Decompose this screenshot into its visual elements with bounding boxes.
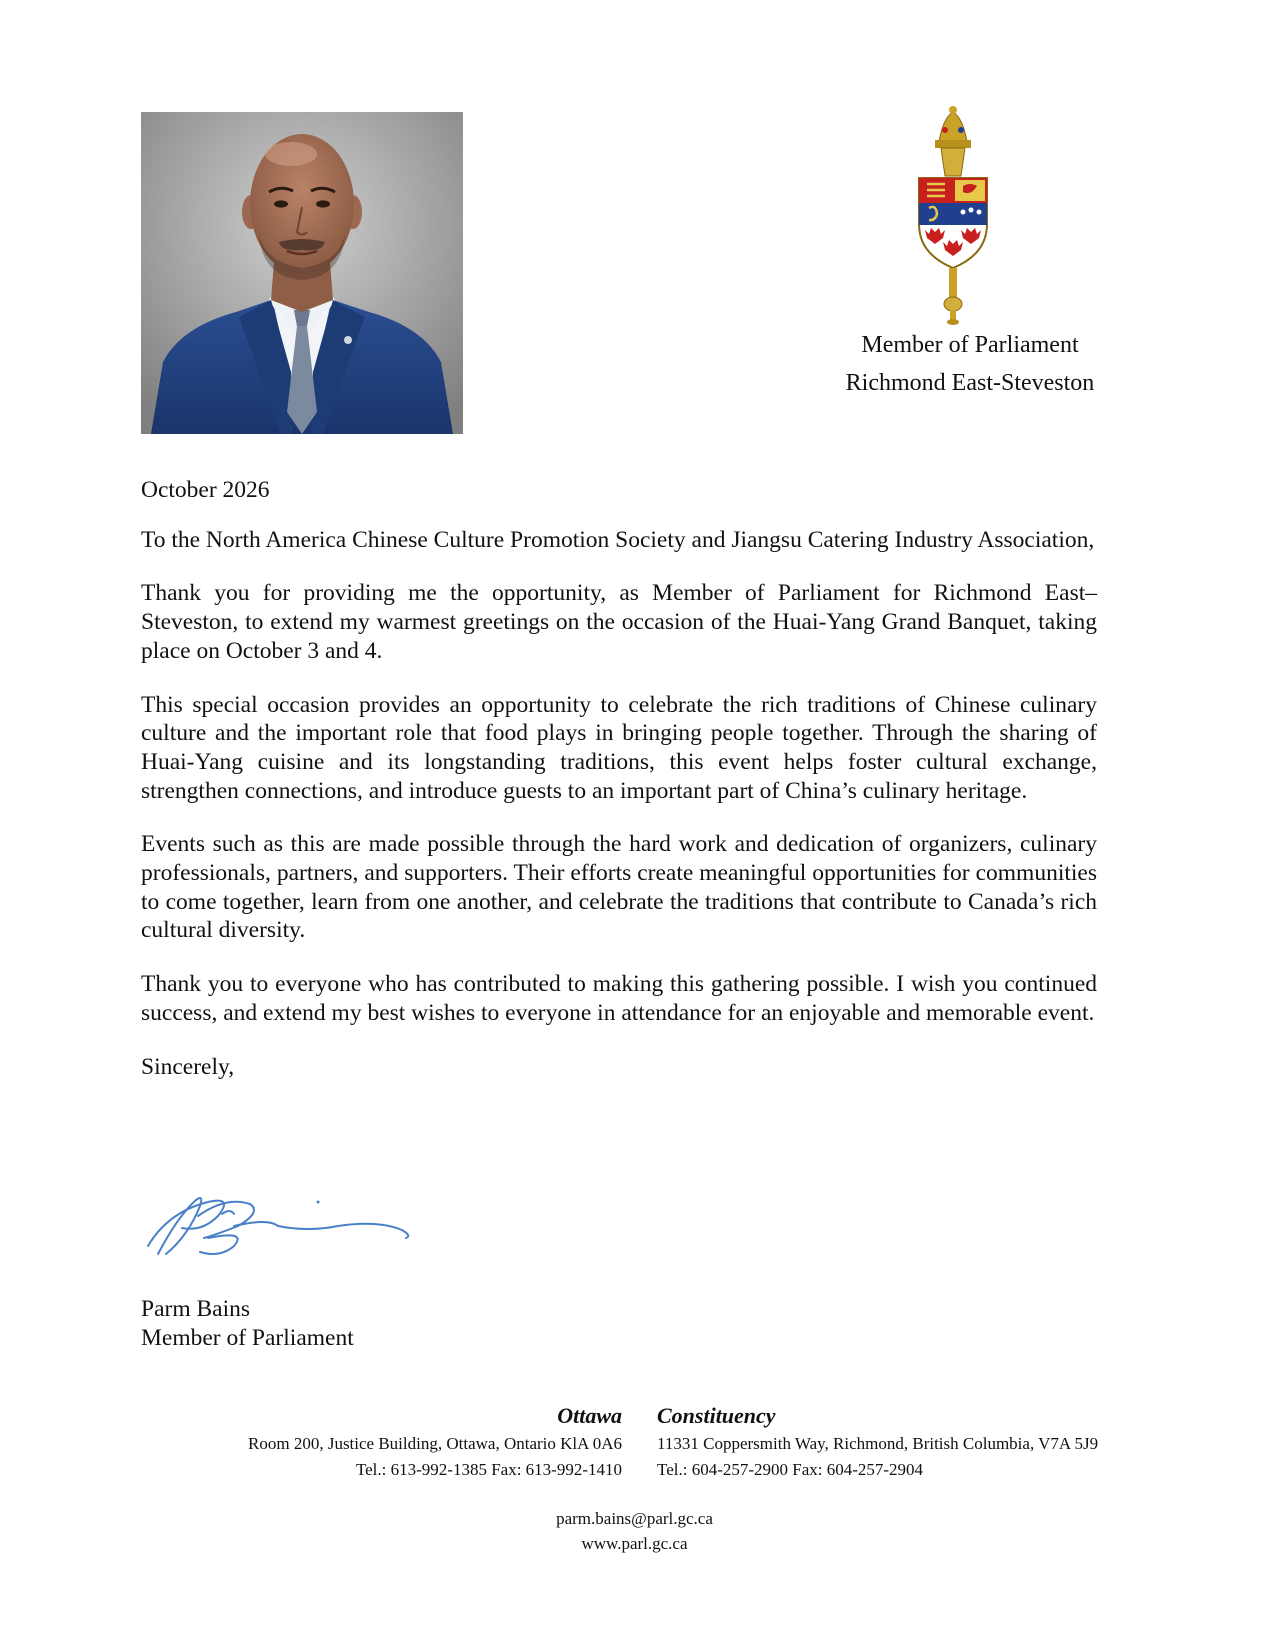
signer-title: Member of Parliament — [141, 1325, 354, 1351]
letter-paragraph: This special occasion provides an opportunity to celebrate the rich traditions of Chinese culinary culture and the important role that food plays in bringing people together. Through the sharing of Huai-Yang cuisine and its longstanding traditions, this event helps foster cultural exchange, strengthen connections, and introduce guests to an important part of China’s culinary heritage. — [141, 691, 1097, 804]
member-title: Member of Parliament — [861, 332, 1079, 358]
contact-block — [0, 1506, 1269, 1556]
portrait-photo — [141, 112, 463, 434]
letter-paragraph: Thank you to everyone who has contributed to making this gathering possible. I wish you continued success, and extend my best wishes to everyone in attendance for an enjoyable and memorable event. — [141, 971, 1097, 1026]
parliament-crest-icon — [905, 104, 1001, 326]
member-title-block — [800, 326, 1140, 402]
letter-paragraph: Events such as this are made possible through the hard work and dedication of organizers, culinary professionals, partners, and supporters. Their efforts create meaningful opportunities for communities to come together, learn from one another, and celebrate the traditions that contribute to Canada’s rich cultural diversity. — [141, 831, 1097, 944]
signer-name: Parm Bains — [141, 1296, 251, 1322]
letter-salutation: To the North America Chinese Culture Promotion Society and Jiangsu Catering Industry Association, — [141, 526, 1095, 553]
constituency-address: 11331 Coppersmith Way, Richmond, British Columbia, V7A 5J9 — [657, 1434, 1099, 1453]
letter-paragraph: Thank you for providing me the opportunity, as Member of Parliament for Richmond East–Steveston, to extend my warmest greetings on the occasion of the Huai-Yang Grand Banquet, taking place on October 3 and 4. — [141, 580, 1097, 664]
handwritten-signature — [138, 1186, 438, 1266]
signer-block — [141, 1295, 354, 1353]
portrait-image — [141, 112, 463, 434]
letter-closing: Sincerely, — [141, 1053, 235, 1080]
ottawa-address: Room 200, Justice Building, Ottawa, Ontario KlA 0A6 — [248, 1434, 622, 1453]
email-link[interactable]: parm.bains@parl.gc.ca — [556, 1509, 713, 1528]
letter-date: October 2026 — [141, 477, 270, 503]
letter-body — [141, 476, 1097, 1106]
constituency-office — [657, 1401, 1098, 1483]
ottawa-heading: Ottawa — [557, 1403, 622, 1428]
riding-name: Richmond East-Steveston — [845, 370, 1095, 396]
constituency-phone: Tel.: 604-257-2900 Fax: 604-257-2904 — [657, 1460, 924, 1479]
constituency-heading: Constituency — [657, 1403, 776, 1428]
ottawa-office — [248, 1401, 622, 1483]
ottawa-phone: Tel.: 613-992-1385 Fax: 613-992-1410 — [355, 1460, 622, 1479]
website-link[interactable]: www.parl.gc.ca — [581, 1534, 688, 1553]
